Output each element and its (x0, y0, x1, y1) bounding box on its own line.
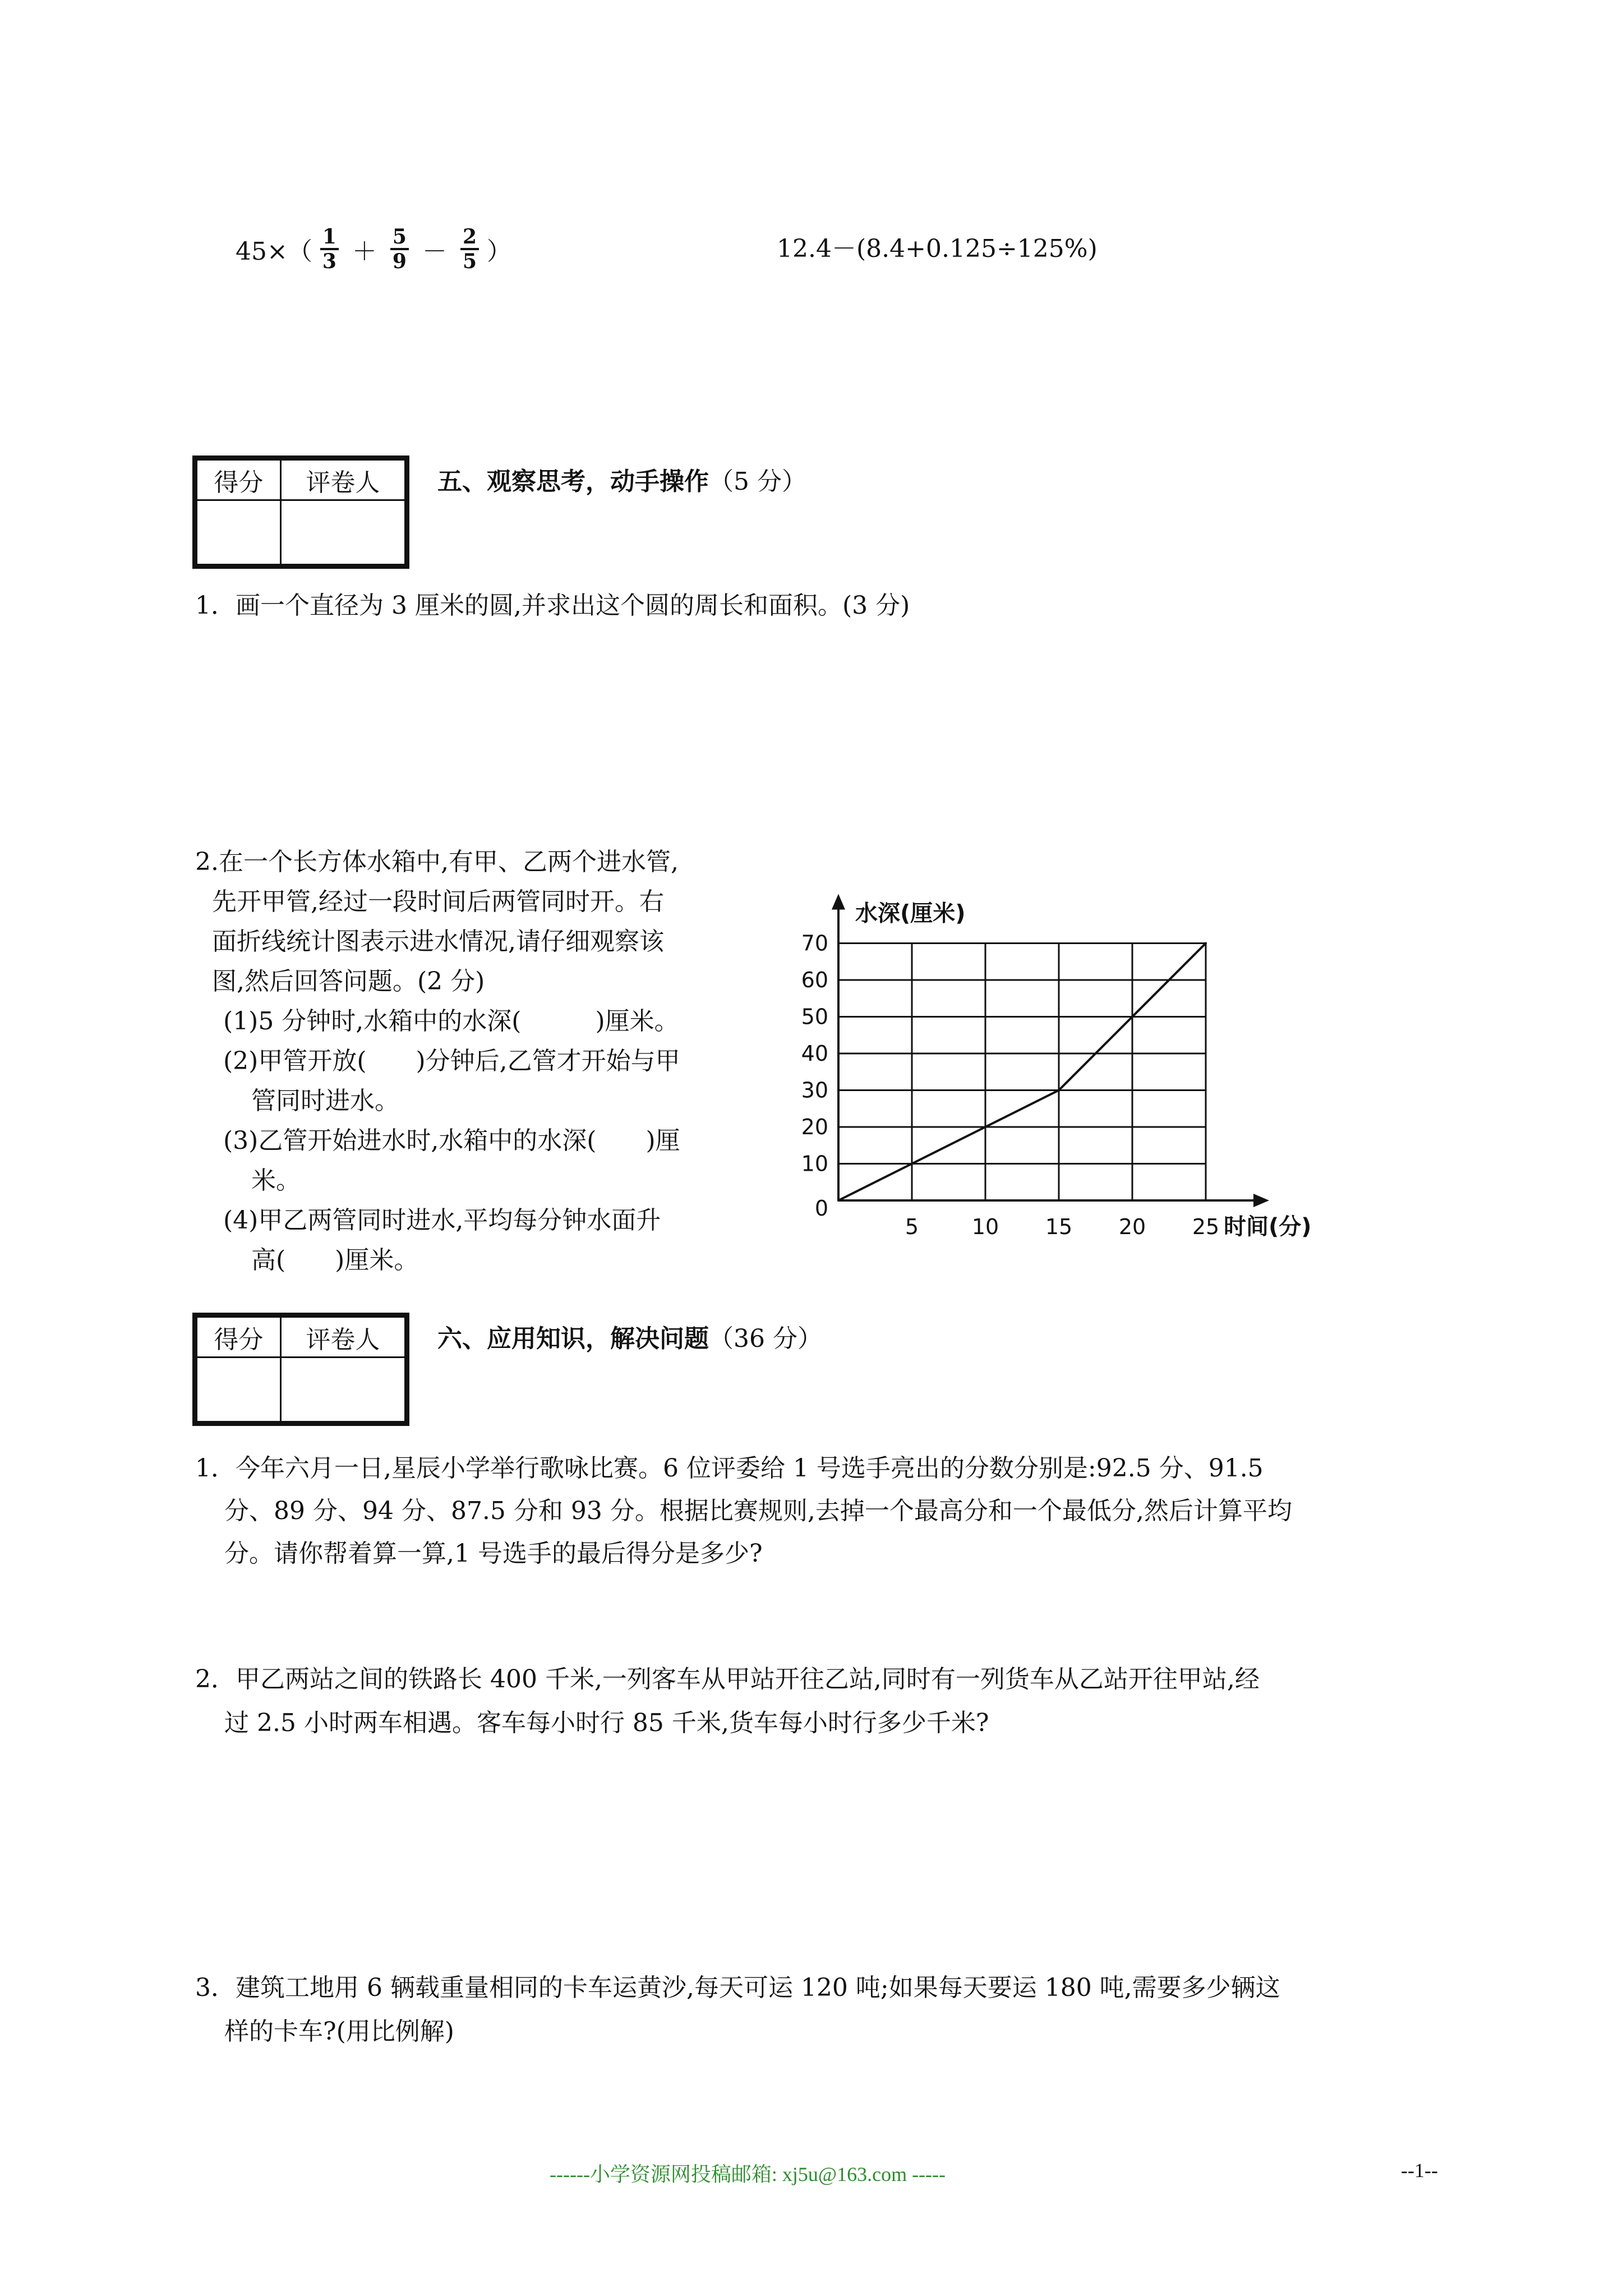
y-tick-label: 10 (801, 1151, 828, 1176)
data-point (984, 1126, 986, 1128)
data-point (837, 1199, 840, 1202)
data-point (1058, 1089, 1060, 1092)
expression-fraction (236, 215, 511, 283)
x-axis-label: 时间(分) (1224, 1214, 1312, 1240)
fraction-1: $\frac{1}{3}$ (320, 226, 339, 273)
x-tick-label: 5 (905, 1214, 919, 1239)
y-axis-label: 水深(厘米) (855, 900, 966, 927)
footer-text: ------小学资源网投稿邮箱: xj5u@163.com ----- (550, 2163, 946, 2185)
y-tick-label: 20 (801, 1115, 828, 1139)
fraction-2: $\frac{5}{9}$ (390, 226, 409, 273)
section5-q2-line: 高( )厘米。 (251, 1246, 419, 1274)
section5-q2-line: 面折线统计图表示进水情况,请仔细观察该 (212, 927, 664, 956)
x-tick-label: 20 (1118, 1214, 1146, 1239)
chart-series (837, 942, 1207, 1202)
score-box-section5 (192, 455, 409, 569)
section6-q1-line: 1．今年六月一日,星辰小学举行歌咏比赛。6 位评委给 1 号选手亮出的分数分别是:92.5 分、91.5 (195, 1454, 1264, 1483)
data-point (1131, 1016, 1133, 1018)
y-tick-label: 30 (801, 1078, 828, 1103)
chart-grid (838, 944, 1206, 1201)
section5-q2-line: 2.在一个长方体水箱中,有甲、乙两个进水管, (195, 848, 679, 876)
section5-q2-line: 米。 (251, 1166, 301, 1195)
section6-q2-line: 过 2.5 小时两车相遇。客车每小时行 85 千米,货车每小时行多少千米? (224, 1709, 989, 1737)
plus-operator: ＋ (352, 237, 377, 266)
series-line (838, 944, 1206, 1201)
score-cell[interactable] (197, 500, 281, 565)
y-tick-label: 60 (801, 968, 828, 992)
x-axis-arrow-icon (1253, 1194, 1269, 1207)
y-tick-label: 50 (801, 1004, 828, 1029)
section5-q2-line: 管同时进水。 (251, 1087, 399, 1115)
grader-cell[interactable] (280, 1358, 405, 1422)
score-label: 得分 (197, 1317, 281, 1358)
grader-label: 评卷人 (280, 1317, 405, 1358)
section6-q3-line: 3．建筑工地用 6 辆载重量相同的卡车运黄沙,每天可运 120 吨;如果每天要运 180 吨,需要多少辆这 (195, 1973, 1280, 2002)
score-cell[interactable] (197, 1358, 281, 1422)
section5-q2-subquestion-3: (3)乙管开始进水时,水箱中的水深( )厘 (223, 1126, 680, 1155)
section5-q2-subquestion-4: (4)甲乙两管同时进水,平均每分钟水面升 (223, 1206, 661, 1235)
section5-q2-subquestion-2: (2)甲管开放( )分钟后,乙管才开始与甲 (223, 1047, 680, 1075)
section5-question-1: 1．画一个直径为 3 厘米的圆,并求出这个圆的周长和面积。(3 分) (195, 591, 910, 620)
data-point (1205, 942, 1207, 945)
expr1-prefix: 45×（ (236, 237, 312, 266)
chart-ticks (801, 931, 1220, 1240)
section6-q3-line: 样的卡车?(用比例解) (224, 2017, 454, 2046)
x-tick-label: 25 (1192, 1214, 1220, 1239)
x-tick-label: 15 (1045, 1214, 1073, 1239)
section6-title: 六、应用知识，解决问题（36 分） (437, 1324, 822, 1353)
section5-q2-line: 先开甲管,经过一段时间后两管同时开。右 (212, 887, 664, 916)
section6-q1-line: 分、89 分、94 分、87.5 分和 93 分。根据比赛规则,去掉一个最高分和一个最低分,然后计算平均 (224, 1497, 1292, 1525)
section6-q1-line: 分。请你帮着算一算,1 号选手的最后得分是多少? (224, 1539, 763, 1568)
minus-operator: － (422, 237, 447, 266)
x-tick-label: 10 (971, 1214, 999, 1239)
fraction-3: $\frac{2}{5}$ (460, 226, 479, 273)
data-point (911, 1163, 913, 1165)
score-box-section6 (192, 1313, 409, 1426)
grader-cell[interactable] (280, 500, 405, 565)
water-depth-line-chart (774, 864, 1368, 1245)
y-tick-label: 0 (814, 1196, 828, 1221)
section6-q2-line: 2．甲乙两站之间的铁路长 400 千米,一列客车从甲站开往乙站,同时有一列货车从乙站开往甲站,经 (195, 1665, 1260, 1694)
y-tick-label: 70 (801, 931, 828, 956)
expression-decimal: 12.4－(8.4+0.125÷125%) (777, 234, 1098, 263)
expr1-suffix: ） (487, 237, 512, 266)
section5-title: 五、观察思考，动手操作（5 分） (437, 467, 806, 496)
chart-axes (832, 894, 1269, 1208)
score-label: 得分 (197, 460, 281, 500)
section5-q2-subquestion-1: (1)5 分钟时,水箱中的水深( )厘米。 (223, 1007, 679, 1036)
section5-q2-line: 图,然后回答问题。(2 分) (212, 967, 485, 996)
page-number: --1-- (1401, 2159, 1438, 2182)
y-axis-arrow-icon (832, 894, 845, 910)
grader-label: 评卷人 (280, 460, 405, 500)
y-tick-label: 40 (801, 1041, 828, 1066)
